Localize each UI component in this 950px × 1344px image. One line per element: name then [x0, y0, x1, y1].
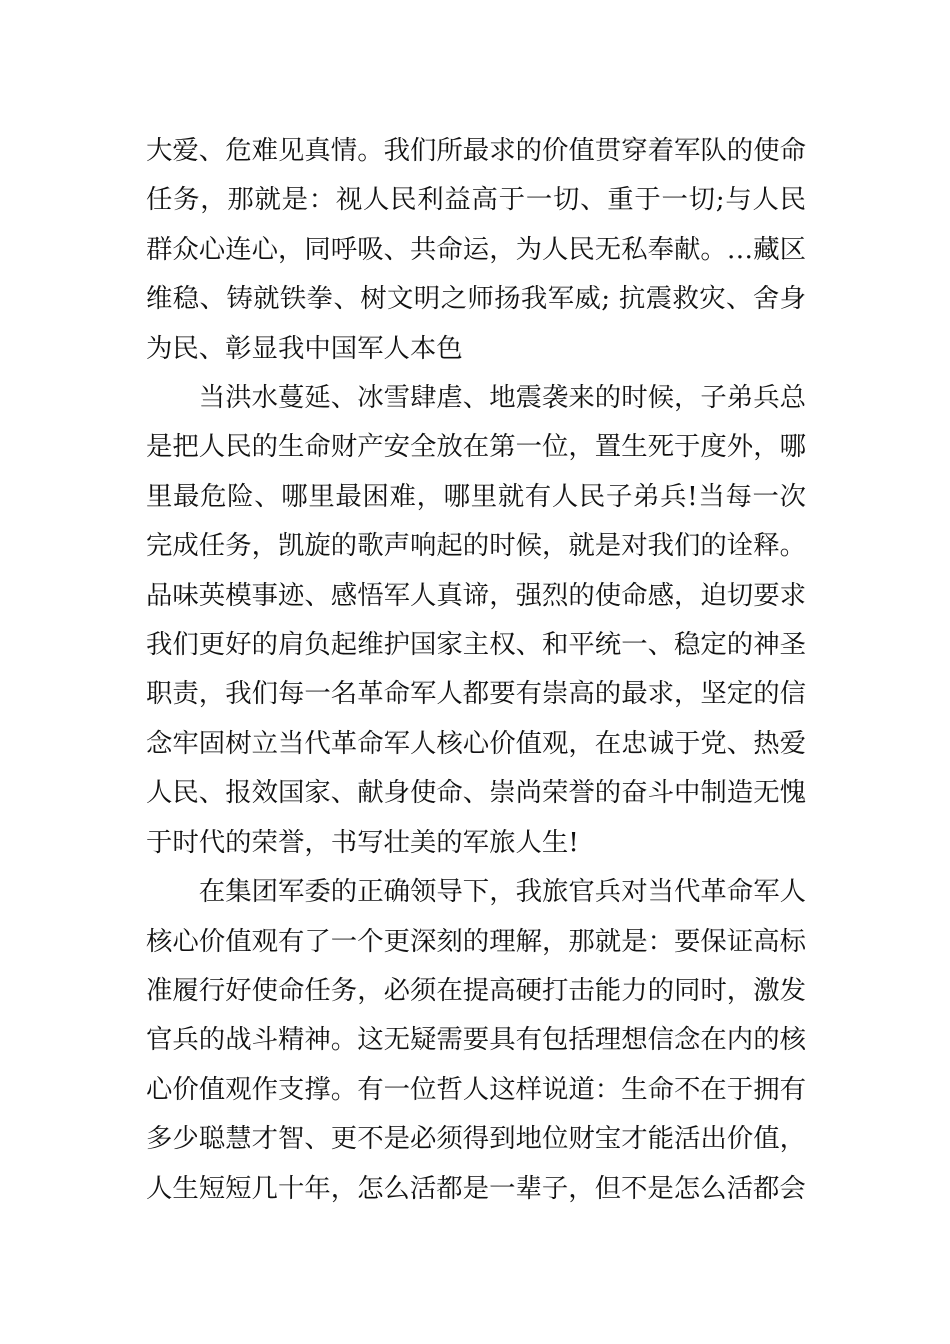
paragraph-continuation: 大爱、危难见真情。我们所最求的价值贯穿着军队的使命任务，那就是：视人民利益高于一切、重于一切;与人民群众心连心，同呼吸、共命运，为人民无私奉献。…藏区维稳、铸就铁拳、树文明之师扬我军威; 抗震救灾、舍身为民、彰显我中国军人本色	[146, 135, 806, 364]
paragraph-core-values: 在集团军委的正确领导下，我旅官兵对当代革命军人核心价值观有了一个更深刻的理解，那就是：要保证高标准履行好使命任务，必须在提高硬打击能力的同时，激发官兵的战斗精神。这无疑需要具有包括理想信念在内的核心价值观作支撑。有一位哲人这样说道：生命不在于拥有多少聪慧才智、更不是必须得到地位财宝才能活出价值，人生短短几十年，怎么活都是一辈子，但不是怎么活都会	[146, 876, 806, 1204]
body-text	[146, 126, 806, 1213]
paragraph-disaster-relief: 当洪水蔓延、冰雪肆虐、地震袭来的时候，子弟兵总是把人民的生命财产安全放在第一位，置生死于度外，哪里最危险、哪里最困难，哪里就有人民子弟兵!当每一次完成任务，凯旋的歌声响起的时候，就是对我们的诠释。品味英模事迹、感悟军人真谛，强烈的使命感，迫切要求我们更好的肩负起维护国家主权、和平统一、稳定的神圣职责，我们每一名革命军人都要有崇高的最求，坚定的信念牢固树立当代革命军人核心价值观，在忠诚于党、热爱人民、报效国家、献身使命、崇尚荣誉的奋斗中制造无愧于时代的荣誉，书写壮美的军旅人生!	[146, 382, 806, 858]
